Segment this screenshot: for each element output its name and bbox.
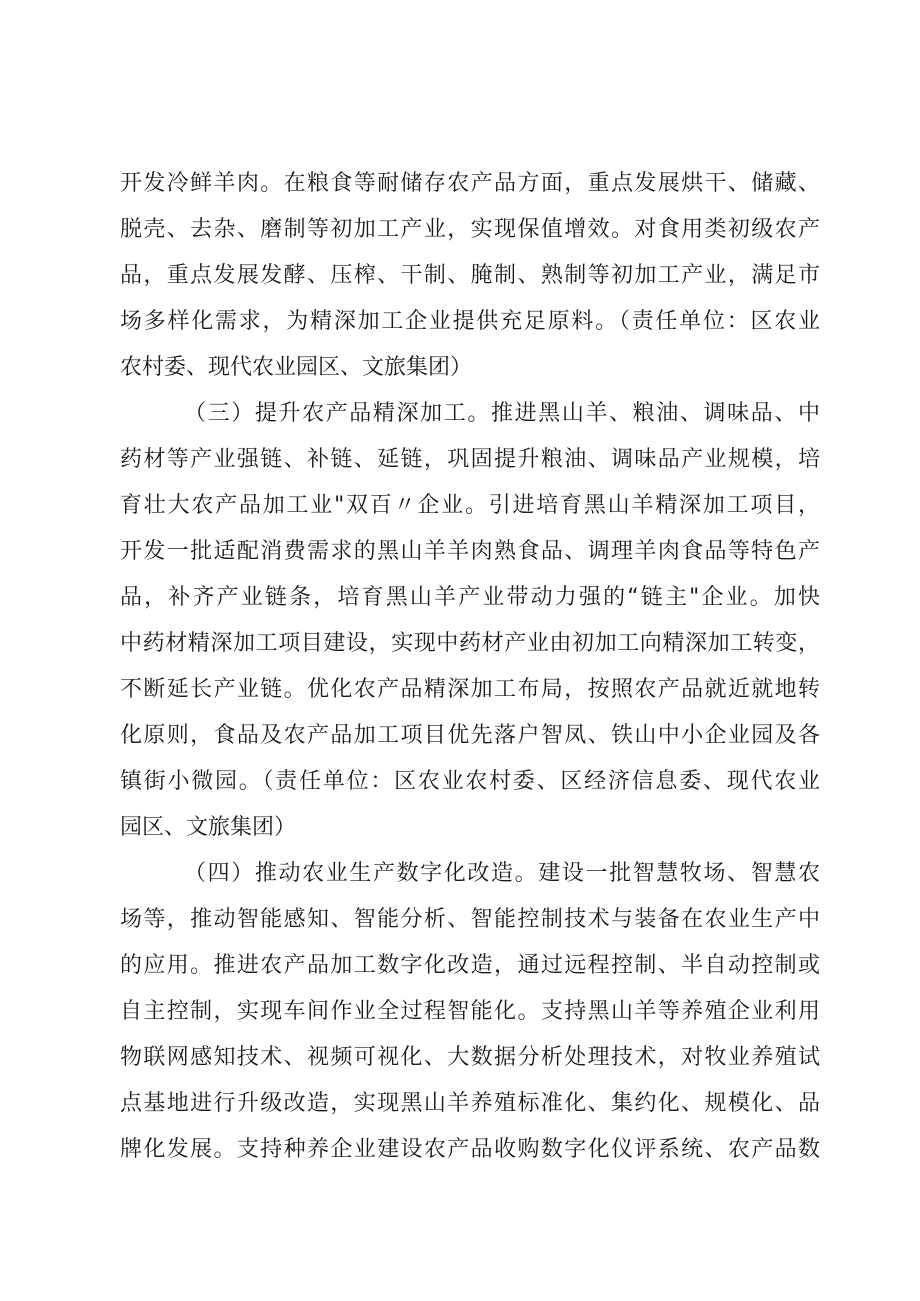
text-line: 中药材精深加工项目建设，实现中药材产业由初加工向精深加工转变， xyxy=(120,631,820,656)
text-line: 牌化发展。支持种养企业建设农产品收购数字化仪评系统、农产品数 xyxy=(120,1137,820,1162)
text-line: 物联网感知技术、视频可视化、大数据分析处理技术，对牧业养殖试 xyxy=(120,1045,820,1070)
text-line: 不断延长产业链。优化农产品精深加工布局，按照农产品就近就地转 xyxy=(120,677,820,702)
text-line: 开发冷鲜羊肉。在粮食等耐储存农产品方面，重点发展烘干、储藏、 xyxy=(120,171,820,196)
text-line: 场多样化需求，为精深加工企业提供充足原料。（责任单位：区农业 xyxy=(120,309,820,334)
text-line: 脱壳、去杂、磨制等初加工产业，实现保值增效。对食用类初级农产 xyxy=(120,217,820,242)
text-line: 园区、文旅集团） xyxy=(120,815,297,840)
text-line: 开发一批适配消费需求的黑山羊羊肉熟食品、调理羊肉食品等特色产 xyxy=(120,539,820,564)
text-line: 品，重点发展发酵、压榨、干制、腌制、熟制等初加工产业，满足市 xyxy=(120,263,820,288)
text-line: 药材等产业强链、补链、延链，巩固提升粮油、调味品产业规模，培 xyxy=(120,447,820,472)
text-line: 点基地进行升级改造，实现黑山羊养殖标准化、集约化、规模化、品 xyxy=(120,1091,820,1116)
text-line: 镇街小微园。（责任单位：区农业农村委、区经济信息委、现代农业 xyxy=(120,769,820,794)
text-line: 农村委、现代农业园区、文旅集团） xyxy=(120,355,473,380)
section-heading-line: （四）推动农业生产数字化改造。建设一批智慧牧场、智慧农 xyxy=(184,861,820,886)
text-line: 自主控制，实现车间作业全过程智能化。支持黑山羊等养殖企业利用 xyxy=(120,999,820,1024)
text-line: 场等，推动智能感知、智能分析、智能控制技术与装备在农业生产中 xyxy=(120,907,820,932)
text-line: 品，补齐产业链条，培育黑山羊产业带动力强的“链主"企业。加快 xyxy=(120,585,820,610)
text-line: 化原则，食品及农产品加工项目优先落户智凤、铁山中小企业园及各 xyxy=(120,723,820,748)
text-line: 的应用。推进农产品加工数字化改造，通过远程控制、半自动控制或 xyxy=(120,953,820,978)
text-line: 育壮大农产品加工业"双百〃企业。引进培育黑山羊精深加工项目， xyxy=(120,493,820,518)
section-heading-line: （三）提升农产品精深加工。推进黑山羊、粮油、调味品、中 xyxy=(184,401,820,426)
